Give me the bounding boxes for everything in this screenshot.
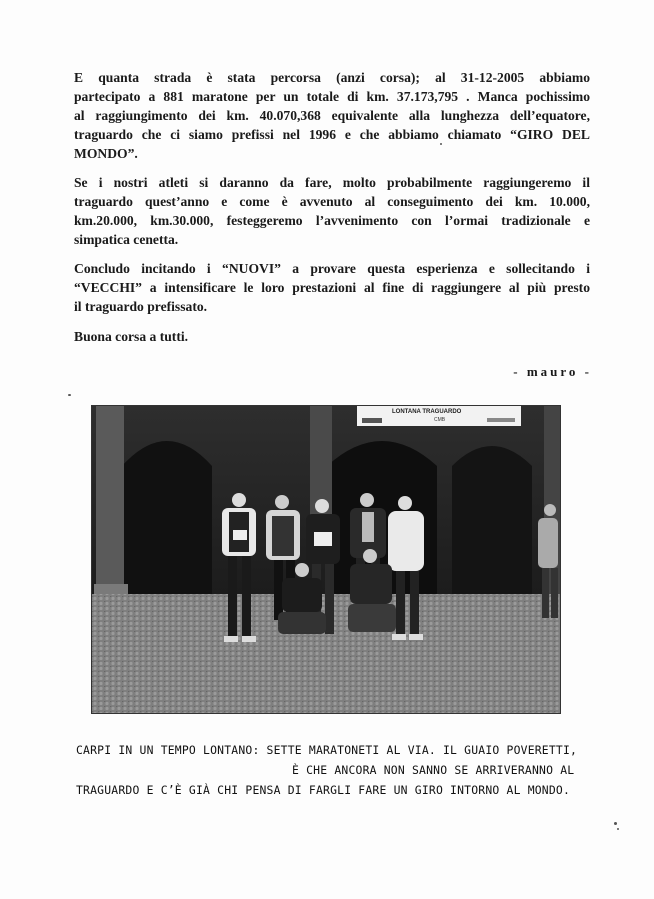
text-line: Concludo incitando i “NUOVI” a provare questa esperienza e sollecitando i — [74, 261, 590, 276]
paragraph-greeting — [74, 327, 590, 346]
text-line: E quanta strada è stata percorsa (anzi corsa); al 31-12-2005 abbiamo — [74, 70, 590, 85]
caption-line: È CHE ANCORA NON SANNO SE ARRIVERANNO AL — [292, 763, 575, 777]
text-line: al raggiungimento dei km. 40.070,368 equivalente alla lunghezza dell’equatore, — [74, 108, 590, 123]
scan-speck — [614, 822, 617, 825]
text-line: traguardo che ci siamo prefissi nel 1996 e che abbiamo chiamato “GIRO DEL — [74, 127, 590, 142]
signature: - mauro - — [513, 364, 592, 379]
text-line: Se i nostri atleti si daranno da fare, molto probabilmente raggiungeremo il — [74, 175, 590, 190]
text-line: simpatica cenetta. — [74, 232, 179, 247]
banner-small-text: CMB — [434, 417, 446, 423]
scan-speck — [440, 143, 442, 145]
scan-speck — [68, 394, 71, 396]
caption-line: CARPI IN UN TEMPO LONTANO: SETTE MARATONETI AL VIA. IL GUAIO POVERETTI, — [76, 743, 578, 757]
caption-line: TRAGUARDO E C’È GIÀ CHI PENSA DI FARGLI FARE UN GIRO INTORNO AL MONDO. — [76, 783, 571, 797]
scan-speck — [617, 828, 619, 830]
text-line: il traguardo prefissato. — [74, 299, 208, 314]
text-line: km.20.000, km.30.000, festeggeremo l’avvenimento con l’ormai tradizionale e — [74, 213, 590, 228]
banner-text: LONTANA TRAGUARDO — [392, 409, 462, 415]
text-line: MONDO”. — [74, 146, 138, 161]
paragraph-goal — [74, 173, 590, 249]
paragraph-conclusion — [74, 259, 590, 316]
text-line: “VECCHI” a intensificare le loro prestazioni al fine di raggiungere al più presto — [74, 280, 590, 295]
text-line: Buona corsa a tutti. — [74, 329, 189, 344]
text-line: traguardo quest’anno e come è avvenuto al conseguimento dei km. 10.000, — [74, 194, 590, 209]
paragraph-distance-total — [74, 68, 590, 163]
group-photo — [91, 405, 561, 714]
photo-caption — [76, 740, 596, 800]
text-line: partecipato a 881 maratone per un totale di km. 37.173,795 . Manca pochissimo — [74, 89, 590, 104]
